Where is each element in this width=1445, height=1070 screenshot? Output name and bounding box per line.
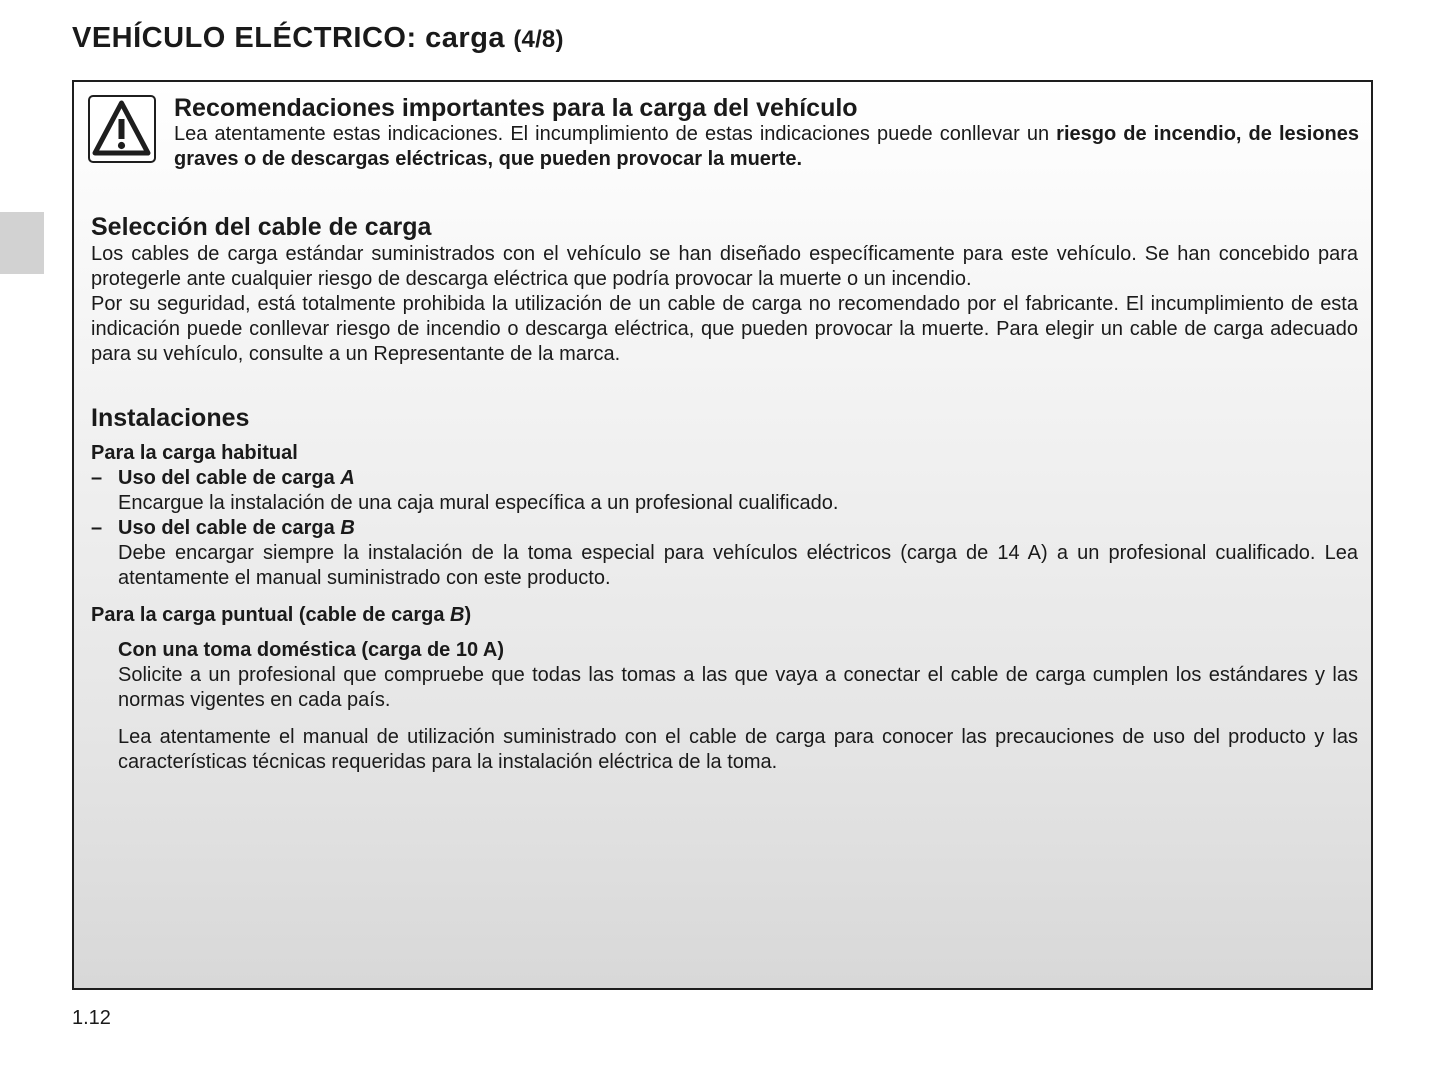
item-a-label: Uso del cable de carga (118, 467, 341, 489)
warning-box (72, 80, 1373, 990)
page-title-main: VEHÍCULO ELÉCTRICO: carga (72, 22, 506, 54)
cable-paragraph-1: Los cables de carga estándar suministrados con el vehículo se han diseñado específicamente para este vehículo. Se han concebido para protegerle ante cualquier riesgo de descarga eléctrica que podría provocar la muerte o un incendio. (91, 243, 1358, 290)
puntual-heading-end: ) (464, 604, 472, 626)
page-number: 1.12 (72, 1007, 111, 1029)
warning-header (174, 94, 1359, 172)
warning-text-normal: Lea atentamente estas indicaciones. El incumplimiento de estas indicaciones puede conllevar un (174, 123, 1057, 145)
cable-paragraph-2: Por su seguridad, está totalmente prohibida la utilización de un cable de carga no recomendado por el fabricante. El incumplimiento de esta indicación puede conllevar riesgo de incendio o descarga eléctrica, que pueden provocar la muerte. Para elegir un cable de carga adecuado para su vehículo, consulte a un Representante de la marca. (91, 293, 1358, 365)
puntual-heading-start: Para la carga puntual (cable de carga (91, 604, 451, 626)
page-counter: (4/8) (513, 26, 564, 53)
cable-section-title: Selección del cable de carga (91, 213, 432, 241)
warning-title: Recomendaciones importantes para la carga del vehículo (174, 94, 858, 122)
item-b-label: Uso del cable de carga (118, 517, 341, 539)
puntual-block (91, 638, 1358, 775)
item-b-letter: B (340, 517, 355, 539)
item-b-text: Debe encargar siempre la instalación de la toma especial para vehículos eléctricos (carga de 14 A) a un profesional cualificado. Lea atentamente el manual suministrado con este producto. (118, 542, 1358, 589)
puntual-heading (91, 603, 1358, 628)
list-item-cable-b (91, 516, 1358, 591)
manual-text: Lea atentamente el manual de utilización suministrado con el cable de carga para conocer las precauciones de uso del producto y las características técnicas requeridas para la instalación eléctrica de la toma. (118, 726, 1358, 773)
installations-title: Instalaciones (91, 404, 250, 432)
puntual-heading-letter: B (450, 604, 465, 626)
warning-content (91, 212, 1358, 775)
dash-bullet: – (91, 517, 103, 539)
habitual-heading: Para la carga habitual (91, 442, 298, 464)
domestic-socket-text: Solicite a un profesional que compruebe que todas las tomas a las que vaya a conectar el cable de carga cumplen los estándares y las normas vigentes en cada país. (118, 664, 1358, 711)
warning-triangle-icon (88, 95, 156, 163)
page-title (72, 22, 564, 55)
warning-text-bold: riesgo de incendio, de lesiones graves o de descargas eléctricas, que pueden provocar la muerte. (174, 123, 1360, 170)
list-item-cable-a (91, 466, 1358, 516)
item-a-text: Encargue la instalación de una caja mural específica a un profesional cualificado. (118, 492, 839, 514)
warning-text (174, 122, 1359, 172)
dash-bullet: – (91, 467, 103, 489)
section-side-tab (0, 212, 44, 274)
item-a-letter: A (340, 467, 355, 489)
domestic-socket-heading: Con una toma doméstica (carga de 10 A) (118, 639, 505, 661)
